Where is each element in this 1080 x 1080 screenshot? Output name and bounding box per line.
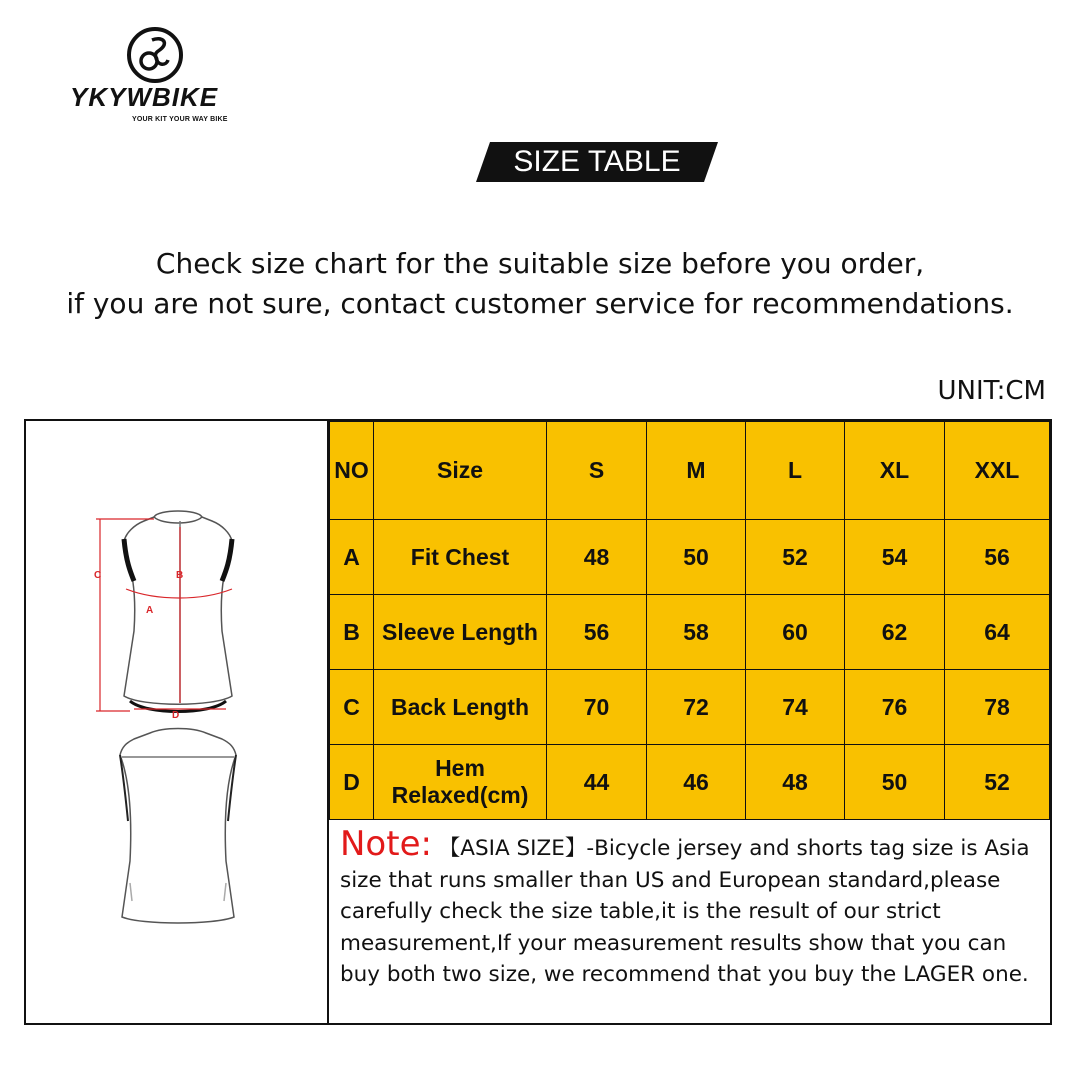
table-cell: 50 — [845, 745, 945, 820]
table-cell: Sleeve Length — [374, 595, 547, 670]
brand-logo — [70, 26, 250, 123]
table-cell: C — [330, 670, 374, 745]
hem-label-line-2: Relaxed(cm) — [391, 782, 529, 808]
banner-title: SIZE TABLE — [513, 145, 681, 178]
table-cell: 76 — [845, 670, 945, 745]
table-cell: 78 — [945, 670, 1050, 745]
intro-line-1: Check size chart for the suitable size before you order, — [155, 247, 925, 280]
measurement-lines — [96, 519, 232, 711]
table-cell: 52 — [945, 745, 1050, 820]
table-cell: 52 — [746, 520, 845, 595]
table-cell: 48 — [746, 745, 845, 820]
table-cell: 44 — [547, 745, 647, 820]
table-cell: 70 — [547, 670, 647, 745]
size-table — [329, 421, 1050, 820]
note-body: 【ASIA SIZE】-Bicycle jersey and shorts tag size is Asia size that runs smaller than US and European standard,please carefully check the size table,it is the result of our strict measurement,If your measurement results show that you can buy both two size, we recommend that you buy the LAGER one. — [340, 836, 1030, 987]
unit-label: UNIT:CM — [937, 376, 1046, 406]
table-cell: B — [330, 595, 374, 670]
table-cell: 74 — [746, 670, 845, 745]
table-cell: 46 — [647, 745, 746, 820]
table-row — [330, 670, 1050, 745]
measure-label-b: B — [176, 570, 184, 581]
table-cell: 48 — [547, 520, 647, 595]
table-cell-hem-relaxed — [374, 745, 547, 820]
intro-text — [0, 244, 1080, 324]
size-table-banner — [476, 142, 718, 182]
table-cell: 56 — [945, 520, 1050, 595]
table-cell: 54 — [845, 520, 945, 595]
table-cell: Back Length — [374, 670, 547, 745]
table-cell: 50 — [647, 520, 746, 595]
hem-label-line-1: Hem — [435, 755, 485, 781]
size-note — [332, 821, 1050, 1023]
measure-label-a: A — [146, 605, 154, 616]
table-cell: 56 — [547, 595, 647, 670]
table-row — [330, 745, 1050, 820]
header-cell: Size — [374, 422, 547, 520]
front-vest-icon — [124, 511, 232, 712]
table-cell: 64 — [945, 595, 1050, 670]
table-cell: 62 — [845, 595, 945, 670]
vest-figure-panel — [26, 421, 329, 1023]
header-cell: L — [746, 422, 845, 520]
table-cell: D — [330, 745, 374, 820]
back-vest-icon — [120, 729, 236, 924]
brand-name: YKYWBIKE — [70, 82, 219, 112]
intro-line-2: if you are not sure, contact customer service for recommendations. — [66, 287, 1014, 320]
measure-label-c: C — [94, 570, 102, 581]
table-row — [330, 595, 1050, 670]
measure-label-d: D — [172, 710, 180, 721]
size-chart-frame — [24, 419, 1052, 1025]
table-cell: 72 — [647, 670, 746, 745]
header-cell: M — [647, 422, 746, 520]
header-cell: XXL — [945, 422, 1050, 520]
table-cell: 58 — [647, 595, 746, 670]
vest-diagram — [26, 421, 326, 1021]
header-cell: XL — [845, 422, 945, 520]
table-cell: A — [330, 520, 374, 595]
table-cell: Fit Chest — [374, 520, 547, 595]
table-row — [330, 520, 1050, 595]
table-header-row — [330, 422, 1050, 520]
bike-logo-icon — [126, 26, 184, 84]
header-cell: NO — [330, 422, 374, 520]
note-title: Note: — [340, 824, 432, 864]
brand-tagline: YOUR KIT YOUR WAY BIKE — [132, 116, 228, 123]
header-cell: S — [547, 422, 647, 520]
table-cell: 60 — [746, 595, 845, 670]
